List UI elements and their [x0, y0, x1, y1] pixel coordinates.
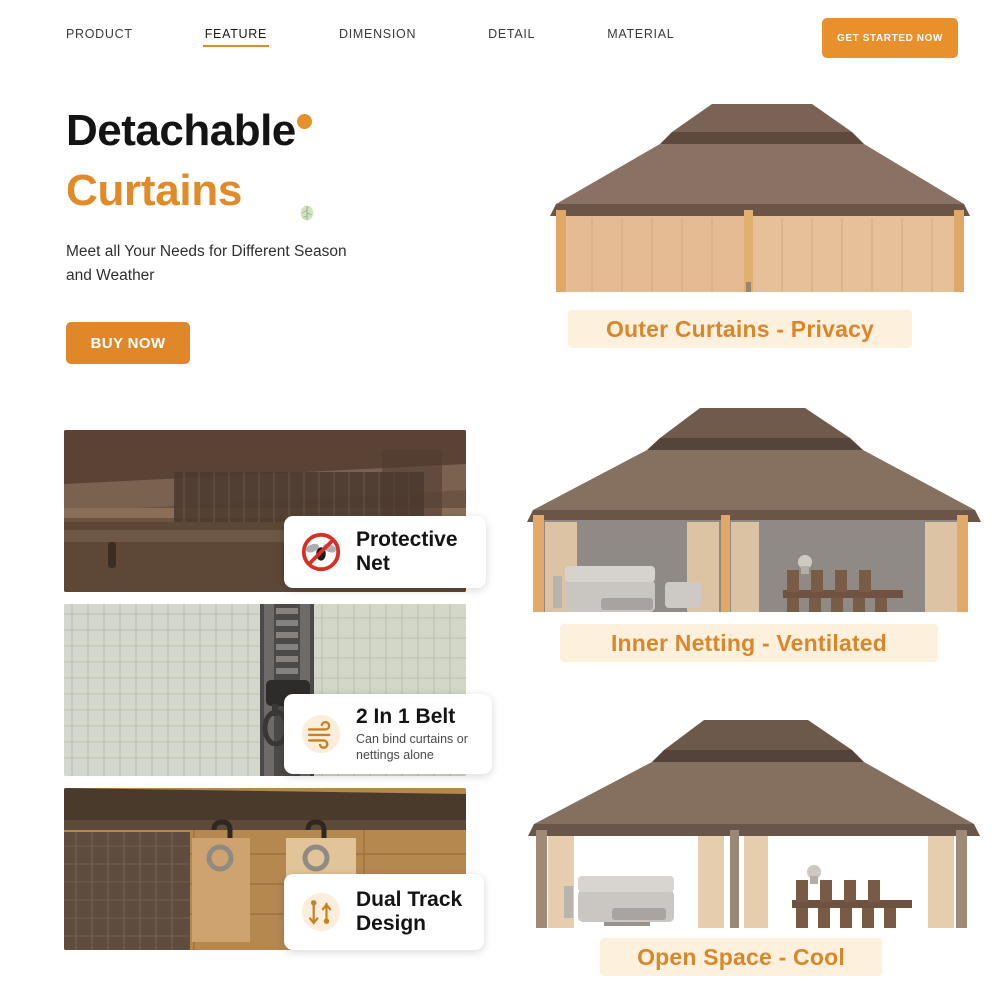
nav-item-detail[interactable]: DETAIL [488, 27, 536, 41]
top-navigation [0, 0, 1000, 72]
caption-open-space-text: Open Space - Cool [637, 943, 845, 970]
page-subtitle: Curtains [66, 166, 243, 216]
feature-badge-text [356, 705, 476, 763]
gazebo-outer-curtains-photo [512, 92, 988, 292]
page-title [66, 108, 296, 154]
feature-badge-text [356, 888, 468, 936]
nav-item-product[interactable]: PRODUCT [66, 27, 133, 41]
feature-title-dual-track: Dual Track Design [356, 887, 463, 935]
nav-item-list [66, 27, 746, 45]
dual-track-icon [298, 889, 344, 935]
nav-item-dimension[interactable]: DIMENSION [339, 27, 417, 41]
feature-title-protective-net: Protective Net [356, 527, 458, 575]
leaf-icon [298, 204, 316, 222]
caption-outer-curtains-text: Outer Curtains - Privacy [605, 315, 875, 342]
feature-badge-text [356, 528, 470, 576]
buy-now-button[interactable]: BUY NOW [66, 322, 190, 364]
gazebo-open-space-photo [508, 712, 994, 928]
feature-badge-2in1-belt [284, 694, 492, 774]
caption-inner-netting [560, 624, 938, 662]
get-started-button[interactable]: GET STARTED NOW [822, 18, 958, 58]
page-title-text: Detachable [66, 106, 296, 155]
feature-badge-dual-track [284, 874, 484, 950]
hero-section [66, 108, 486, 364]
feature-title-2in1-belt: 2 In 1 Belt [356, 704, 456, 728]
caption-inner-netting-text: Inner Netting - Ventilated [610, 629, 888, 656]
feature-badge-protective-net [284, 516, 486, 588]
nav-item-material[interactable]: MATERIAL [607, 27, 675, 41]
caption-outer-curtains [568, 310, 912, 348]
nav-item-feature[interactable]: FEATURE [205, 27, 267, 45]
accent-dot-icon [297, 114, 312, 129]
hero-description: Meet all Your Needs for Different Season and Weather [66, 243, 347, 285]
caption-open-space [600, 938, 882, 976]
feature-subtitle-2in1-belt: Can bind curtains or nettings alone [356, 731, 468, 762]
no-mosquito-icon [298, 529, 344, 575]
gazebo-inner-netting-photo [505, 400, 995, 612]
wind-icon [298, 711, 344, 757]
